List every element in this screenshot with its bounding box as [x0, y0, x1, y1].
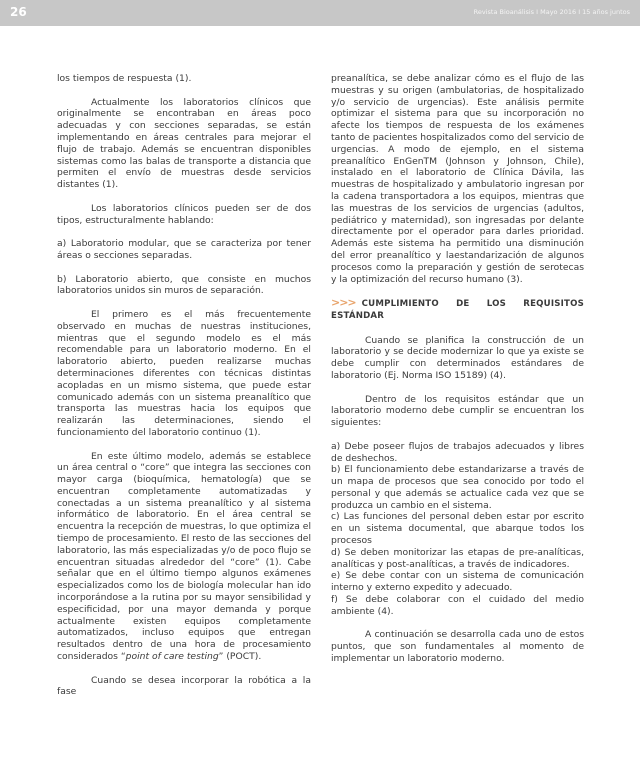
page-number: 26 [10, 5, 27, 19]
section-arrows: >>> [331, 296, 356, 310]
list-item: f) Se debe colaborar con el cuidado del medio ambiente (4). [331, 594, 584, 617]
list-item: b) El funcionamiento debe estandarizarse a través de un mapa de procesos que sea conocido por todo el personal y que además se actualice cada vez que se produzca un cambio en el sistema. [331, 464, 584, 511]
list-item: d) Se deben monitorizar las etapas de pre-analíticas, analíticas y post-analíticas, a través de indicadores. [331, 546, 584, 570]
list-item: a) Laboratorio modular, que se caracteriza por tener áreas o secciones separadas. [57, 238, 311, 261]
paragraph: Cuando se desea incorporar la robótica a la fase [57, 674, 311, 698]
list-item: e) Se debe contar con un sistema de comunicación interno y externo expedito y adecuado. [331, 570, 584, 594]
right-column [331, 73, 584, 665]
paragraph: Los laboratorios clínicos pueden ser de dos tipos, estructuralmente hablando: [57, 202, 311, 226]
header-bar [0, 0, 640, 26]
section-heading: >>> CUMPLIMIENTO DE LOS REQUISITOS ESTÁNDAR [331, 296, 584, 321]
italic-term: point of care testing [125, 651, 219, 663]
running-head: Revista Bioanálisis I Mayo 2016 I 15 años juntos [473, 8, 630, 16]
paragraph: Dentro de los requisitos estándar que un laboratorio moderno debe cumplir se encuentran los siguientes: [331, 393, 584, 429]
paragraph: Actualmente los laboratorios clínicos que originalmente se encontraban en áreas poco adecuadas y con secciones separadas, se están implementando en áreas centrales para mejorar el flujo de trabajo. Además se encuentran disponibles sistemas como las balas de transporte a distancia que permiten el envío de muestras desde servicios distantes (1). [57, 96, 311, 191]
paragraph: A continuación se desarrolla cada uno de estos puntos, que son fundamentales al momento de implementar un laboratorio moderno. [331, 629, 584, 665]
paragraph: En este último modelo, además se establece un área central o “core” que integra las secciones con mayor carga (bioquímica, hematología) que se encuentran completamente automatizadas y conectadas a un sistema preanalítico y al sistema informático de laboratorio. En el área central se encuentra la recepción de muestras, lo que optimiza el tiempo de procesamiento. El resto de las secciones del laboratorio, las más especializadas y/o de poco flujo se encuentran situadas alrededor del “core” (1). Cabe señalar que en el último tiempo algunos exámenes especializados como los de biología molecular han ido incorporándose a la rutina por su mayor sensibilidad y especificidad, por una mayor demanda y porque actualmente existen equipos completamente automatizados, incluso equipos que entregan resultados dentro de una hora de procesamiento considerados “point of care testing” (POCT). [57, 450, 311, 663]
left-column [57, 73, 311, 698]
paragraph: preanalítica, se debe analizar cómo es el flujo de las muestras y su origen (ambulatorias, de hospitalizado y/o servicio de urgencias). Este análisis permite optimizar el sistema para que su incorporación no afecte los tiempos de respuesta de los exámenes tanto de pacientes hospitalizados como del servicio de urgencias. A modo de ejemplo, en el sistema preanalítico EnGenTM (Johnson y Johnson, Chile), instalado en el laboratorio de Clínica Dávila, las muestras de hospitalizado y ambulatorio ingresan por la cadena transportadora a los equipos, mientras que las muestras de los servicios de urgencias (adultos, pediátrico y maternidad), son ingresadas por delante directamente por el operador para darles prioridad. Además este sistema ha permitido una disminución del error preanalítico y laestandarización de algunos procesos como la preparación y gestión de serotecas y la optimización del recurso humano (3). [331, 73, 584, 285]
list-item: c) Las funciones del personal deben estar por escrito en un sistema documental, que abarque todos los procesos [331, 511, 584, 547]
paragraph: El primero es el más frecuentemente observado en muchas de nuestras instituciones, mientras que el segundo modelo es el más recomendable para un laboratorio moderno. En el laboratorio abierto, pueden realizarse muchas determinaciones diferentes con técnicas distintas acopladas en un mismo sistema, que puede estar comunicado además con un sistema preanalítico que transporta las muestras hacia los equipos que realizarán las determinaciones, siendo el funcionamiento del laboratorio continuo (1). [57, 308, 311, 438]
list-item: b) Laboratorio abierto, que consiste en muchos laboratorios unidos sin muros de separación. [57, 273, 311, 297]
paragraph: los tiempos de respuesta (1). [57, 73, 192, 84]
list-item: a) Debe poseer flujos de trabajos adecuados y libres de deshechos. [331, 440, 584, 464]
paragraph: Cuando se planifica la construcción de un laboratorio y se decide modernizar lo que ya existe se debe cumplir con determinados estándares de laboratorio (Ej. Norma ISO 15189) (4). [331, 334, 584, 381]
